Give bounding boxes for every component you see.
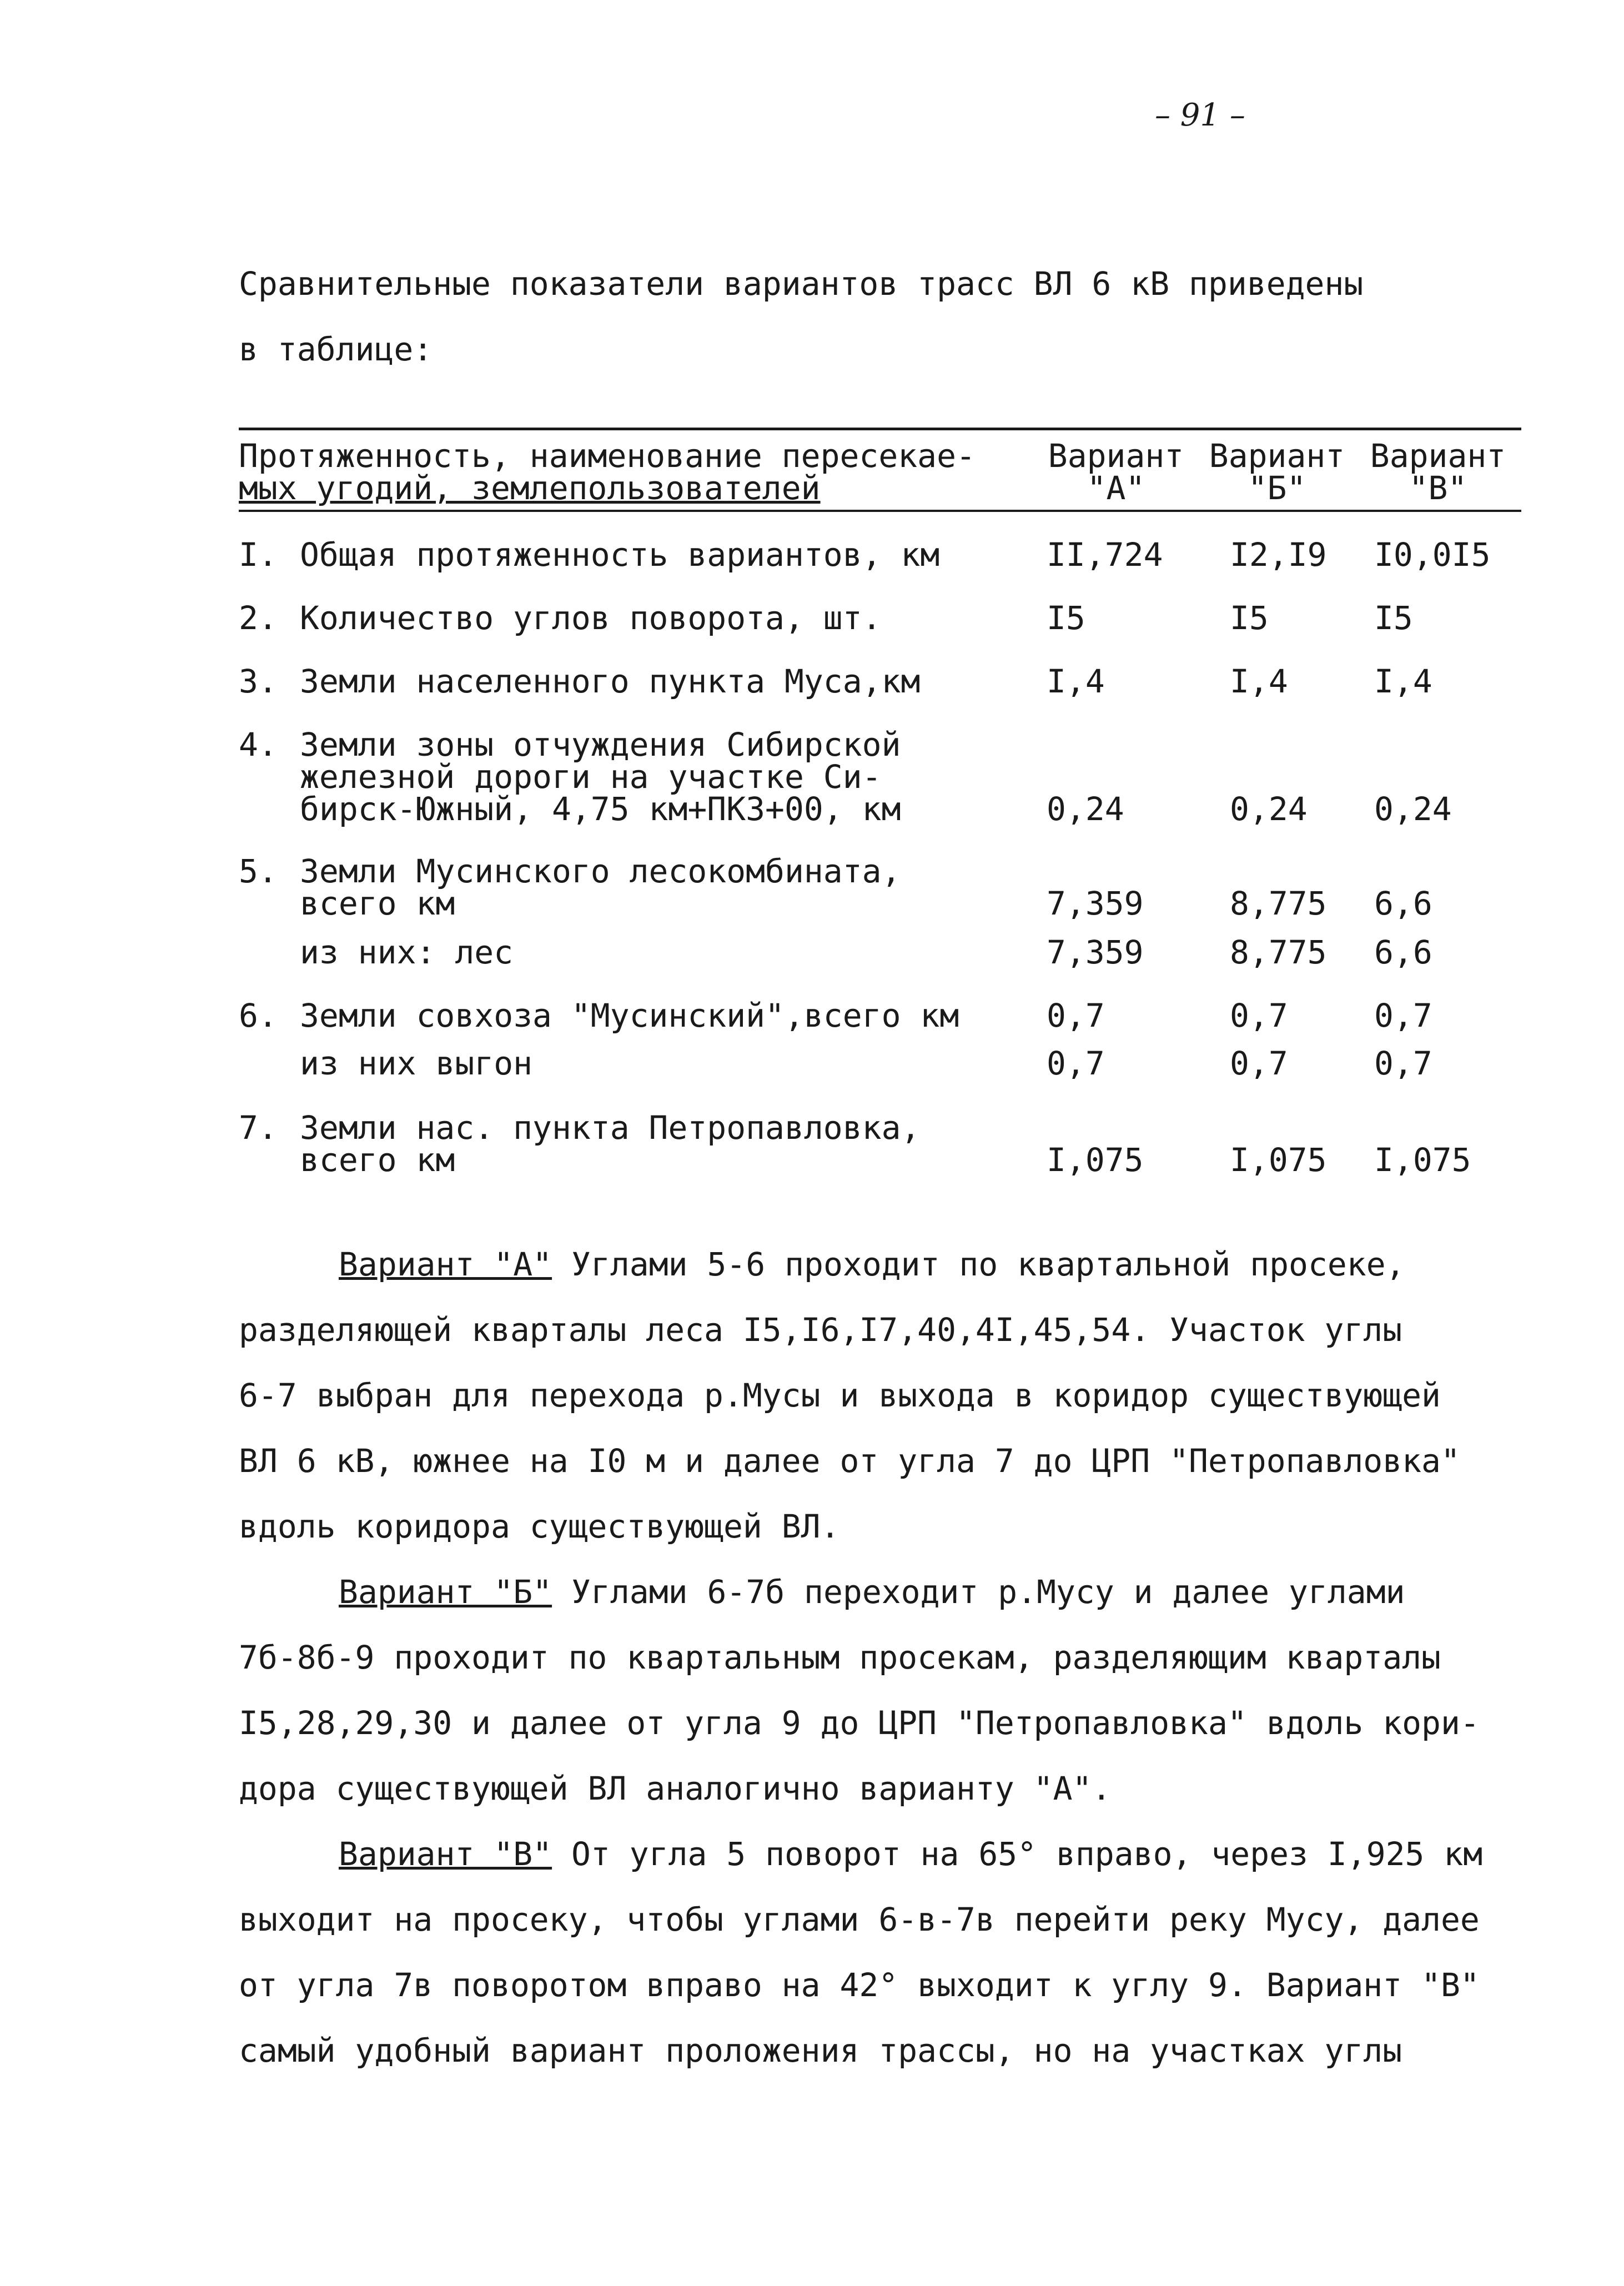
row-description: Земли нас. пункта Петропавловка, всего км [300, 1109, 921, 1179]
paragraph-variant-b [239, 1559, 1560, 1821]
row-value-a: 0,7 [1047, 997, 1105, 1034]
intro-text [239, 251, 1560, 382]
header-variant-b [1194, 437, 1360, 507]
paragraph-line [239, 1232, 1560, 1297]
paragraph-line [239, 1559, 1560, 1625]
row-value-b: 8,775 [1230, 885, 1327, 922]
row-value-a: I,075 [1047, 1141, 1144, 1179]
row-description: Количество углов поворота, шт. [300, 599, 882, 637]
header-description [239, 437, 1016, 507]
row-value-a: 7,359 [1047, 885, 1144, 922]
variant-c-label: Вариант "В" [339, 1835, 552, 1873]
row-description: из них выгон [300, 1044, 533, 1082]
paragraph-line: выходит на просеку, чтобы углами 6-в-7в перейти реку Мусу, далее [239, 1901, 1480, 1938]
table-header-rule [239, 510, 1521, 512]
row-value-b: I2,I9 [1230, 536, 1327, 574]
paragraph-line: разделяющей кварталы леса I5,I6,I7,40,4I,45,54. Участок углы [239, 1311, 1402, 1349]
row-value-a: 0,7 [1047, 1044, 1105, 1082]
paragraph-line: 7б-8б-9 проходит по квартальным просекам, разделяющим кварталы [239, 1639, 1441, 1676]
header-variant-b-line-2: "Б" [1248, 469, 1306, 507]
header-variant-c-line-2: "В" [1409, 469, 1467, 507]
paragraph-variant-a [239, 1232, 1560, 1559]
row-value-b: 0,24 [1230, 790, 1308, 828]
paragraph-line: I5,28,29,30 и далее от угла 9 до ЦРП "Петропавловка" вдоль кори- [239, 1704, 1480, 1742]
paragraph-text: От угла 5 поворот на 65° вправо, через I,925 км [552, 1835, 1483, 1873]
row-value-a: I,4 [1047, 662, 1105, 700]
paragraph-line: самый удобный вариант проложения трассы, но на участках углы [239, 2032, 1402, 2069]
header-variant-c [1355, 437, 1521, 507]
row-value-c: 0,7 [1374, 1044, 1432, 1082]
row-value-b: I,4 [1230, 662, 1288, 700]
row-description: Земли населенного пункта Муса,км [300, 662, 921, 700]
header-variant-a-line-1: Вариант [1048, 437, 1184, 475]
row-number: 3. [239, 662, 278, 700]
row-value-c: 6,6 [1374, 885, 1432, 922]
row-description: Земли Мусинского лесокомбината, всего км [300, 852, 901, 922]
variant-a-label: Вариант "А" [339, 1245, 552, 1283]
row-description: Земли зоны отчуждения Сибирской железной дороги на участке Си- бирск-Южный, 4,75 км+ПКЗ+00, км [300, 726, 901, 828]
table-top-rule [239, 428, 1521, 430]
header-variant-a-line-2: "А" [1087, 469, 1145, 507]
header-desc-line-1: Протяженность, наименование пересекае- [239, 437, 976, 475]
row-value-a: 0,24 [1047, 790, 1124, 828]
row-number: 2. [239, 599, 278, 637]
row-value-a: 7,359 [1047, 933, 1144, 971]
paragraph-variant-c [239, 1821, 1560, 2083]
header-variant-a [1033, 437, 1199, 507]
paragraph-line: вдоль коридора существующей ВЛ. [239, 1508, 840, 1545]
intro-line-2: в таблице: [239, 330, 433, 368]
row-value-a: II,724 [1047, 536, 1163, 574]
header-variant-b-line-1: Вариант [1209, 437, 1345, 475]
row-value-c: I5 [1374, 599, 1413, 637]
paragraph-line: 6-7 выбран для перехода р.Мусы и выхода в коридор существующей [239, 1376, 1441, 1414]
row-value-c: 0,7 [1374, 997, 1432, 1034]
row-number: I. [239, 536, 278, 574]
paragraph-line: ВЛ 6 кВ, южнее на I0 м и далее от угла 7 до ЦРП "Петропавловка" [239, 1442, 1460, 1480]
paragraph-line: дора существующей ВЛ аналогично варианту "А". [239, 1770, 1112, 1807]
page-number: – 91 – [1155, 97, 1245, 133]
row-description: из них: лес [300, 933, 514, 971]
row-value-c: I,075 [1374, 1141, 1471, 1179]
row-number: 7. [239, 1109, 278, 1147]
row-number: 5. [239, 852, 278, 890]
row-description: Общая протяженность вариантов, км [300, 536, 940, 574]
intro-line-1: Сравнительные показатели вариантов трасс ВЛ 6 кВ приведены [239, 265, 1364, 303]
row-value-b: I,075 [1230, 1141, 1327, 1179]
row-value-b: 0,7 [1230, 1044, 1288, 1082]
row-value-a: I5 [1047, 599, 1085, 637]
row-value-c: 6,6 [1374, 933, 1432, 971]
paragraph-text: Углами 5-6 проходит по квартальной просеке, [552, 1245, 1405, 1283]
header-desc-line-2: мых угодий, землепользователей [239, 469, 821, 507]
paragraph-line [239, 1821, 1560, 1887]
row-value-c: I,4 [1374, 662, 1432, 700]
paragraph-line: от угла 7в поворотом вправо на 42° выходит к углу 9. Вариант "В" [239, 1966, 1480, 2004]
row-number: 4. [239, 726, 278, 763]
row-value-b: I5 [1230, 599, 1269, 637]
row-value-b: 0,7 [1230, 997, 1288, 1034]
row-value-c: 0,24 [1374, 790, 1452, 828]
paragraph-text: Углами 6-7б переходит р.Мусу и далее углами [552, 1573, 1405, 1611]
row-description: Земли совхоза "Мусинский",всего км [300, 997, 959, 1034]
row-number: 6. [239, 997, 278, 1034]
header-variant-c-line-1: Вариант [1370, 437, 1506, 475]
row-value-b: 8,775 [1230, 933, 1327, 971]
row-value-c: I0,0I5 [1374, 536, 1491, 574]
variant-b-label: Вариант "Б" [339, 1573, 552, 1611]
